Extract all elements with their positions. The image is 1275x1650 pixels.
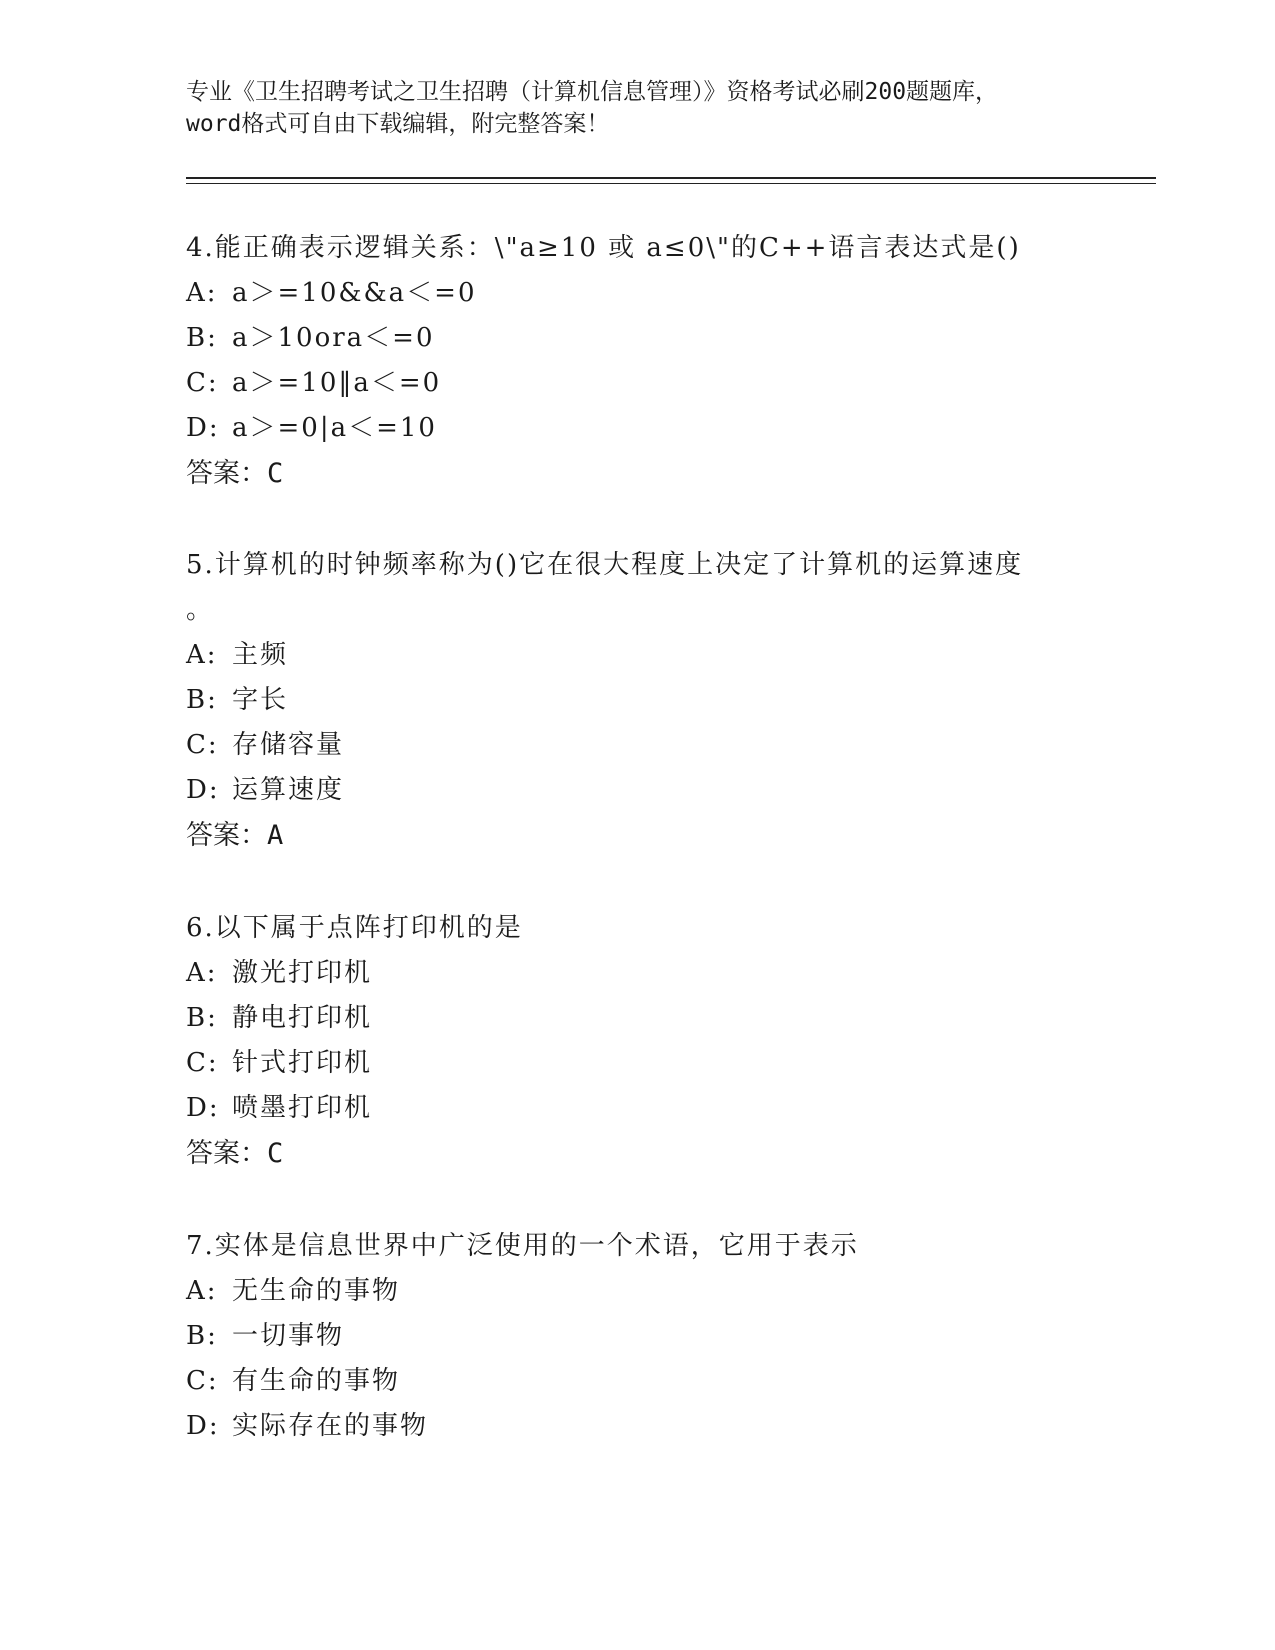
option-text: a＞=10&&a＜=0 <box>232 278 477 308</box>
option-d <box>186 1404 1086 1449</box>
option-text: 实际存在的事物 <box>232 1411 429 1441</box>
question-5 <box>186 543 1086 858</box>
option-text: a＞10ora＜=0 <box>232 323 435 353</box>
answer-line: 答案：A <box>186 820 284 851</box>
option-key: B: <box>186 1321 218 1351</box>
option-text: a＞=10‖a＜=0 <box>232 368 442 398</box>
option-c <box>186 723 1086 768</box>
option-key: A: <box>186 640 218 670</box>
option-text: 字长 <box>232 685 289 715</box>
option-text: 一切事物 <box>232 1321 345 1351</box>
question-stem: 5.计算机的时钟频率称为()它在很大程度上决定了计算机的运算速度 <box>186 550 1024 580</box>
question-stem: 4.能正确表示逻辑关系：\"a≥10 或 a≤0\"的C++语言表达式是() <box>186 233 1021 263</box>
option-key: B: <box>186 323 218 353</box>
option-text: 运算速度 <box>232 775 345 805</box>
option-key: C: <box>186 368 219 398</box>
answer-line: 答案：C <box>186 458 284 489</box>
option-key: C: <box>186 1366 219 1396</box>
option-text: 喷墨打印机 <box>232 1093 373 1123</box>
option-key: B: <box>186 1003 218 1033</box>
option-text: a＞=0|a＜=10 <box>232 413 437 443</box>
option-key: D: <box>186 775 220 805</box>
option-key: A: <box>186 278 218 308</box>
option-text: 激光打印机 <box>232 958 373 988</box>
option-text: 存储容量 <box>232 730 345 760</box>
option-text: 无生命的事物 <box>232 1276 401 1306</box>
question-stem: 6.以下属于点阵打印机的是 <box>186 913 523 943</box>
option-b <box>186 996 1086 1041</box>
option-text: 针式打印机 <box>232 1048 373 1078</box>
header-divider-thin <box>186 183 1156 184</box>
question-stem: 7.实体是信息世界中广泛使用的一个术语，它用于表示 <box>186 1231 859 1261</box>
option-a <box>186 1269 1086 1314</box>
option-b <box>186 1314 1086 1359</box>
option-c <box>186 1041 1086 1086</box>
option-key: D: <box>186 1411 220 1441</box>
option-a <box>186 951 1086 996</box>
option-b <box>186 678 1086 723</box>
option-key: C: <box>186 1048 219 1078</box>
option-text: 有生命的事物 <box>232 1366 401 1396</box>
option-key: D: <box>186 413 220 443</box>
header-line-1: 专业《卫生招聘考试之卫生招聘（计算机信息管理）》资格考试必刷200题题库， <box>186 79 999 105</box>
option-key: A: <box>186 958 218 988</box>
question-4 <box>186 226 1086 496</box>
option-c <box>186 1359 1086 1404</box>
document-header <box>186 76 1086 140</box>
question-6 <box>186 906 1086 1176</box>
option-key: C: <box>186 730 219 760</box>
header-line-2: word格式可自由下载编辑，附完整答案！ <box>186 111 610 137</box>
header-divider-thick <box>186 177 1156 179</box>
option-key: A: <box>186 1276 218 1306</box>
question-7 <box>186 1224 1086 1449</box>
option-b <box>186 316 1086 361</box>
option-text: 主频 <box>232 640 289 670</box>
option-text: 静电打印机 <box>232 1003 373 1033</box>
option-a <box>186 271 1086 316</box>
question-stem-continuation: 。 <box>186 595 215 625</box>
answer-line: 答案：C <box>186 1138 284 1169</box>
option-key: B: <box>186 685 218 715</box>
option-a <box>186 633 1086 678</box>
option-d <box>186 768 1086 813</box>
option-d <box>186 1086 1086 1131</box>
option-c <box>186 361 1086 406</box>
option-d <box>186 406 1086 451</box>
option-key: D: <box>186 1093 220 1123</box>
